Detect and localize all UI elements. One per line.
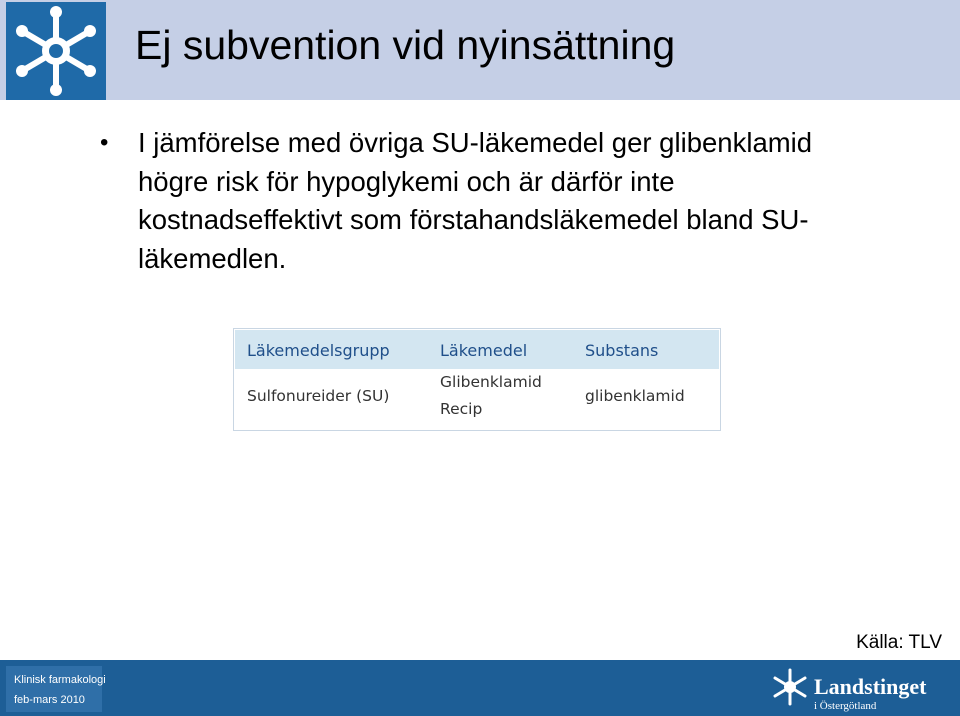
bullet-list: [100, 124, 820, 278]
footer-dept: Klinisk farmakologi: [14, 674, 106, 686]
table-cell-drug-1: Glibenklamid: [440, 373, 542, 391]
footer-brand-sub: i Östergötland: [814, 700, 877, 712]
table-header-rule: [235, 369, 719, 370]
footer-brand: Landstinget: [814, 674, 927, 699]
table-header-substance: Substans: [585, 341, 659, 360]
table-header-drug: Läkemedel: [440, 341, 528, 360]
table-cell-substance: glibenklamid: [585, 387, 685, 405]
drug-table: [233, 328, 721, 431]
snowflake-logo: [6, 2, 106, 100]
source-note: Källa: TLV: [856, 632, 942, 653]
table-header-group: Läkemedelsgrupp: [247, 341, 390, 360]
table-cell-group: Sulfonureider (SU): [247, 387, 390, 405]
footer-date: feb-mars 2010: [14, 694, 85, 706]
table-cell-drug-2: Recip: [440, 400, 483, 418]
slide-title: Ej subvention vid nyinsättning: [135, 22, 676, 68]
bullet-dot: •: [100, 129, 109, 156]
snowflake-icon: [6, 2, 106, 100]
bullet-text: I jämförelse med övriga SU-läkemedel ger glibenklamid högre risk för hypoglykemi och är därför inte kostnadseffektivt som förstahandsläkemedel bland SU-läkemedlen.: [138, 127, 813, 274]
footer-bar: [0, 660, 960, 716]
footer-snowflake-icon: [772, 667, 808, 707]
